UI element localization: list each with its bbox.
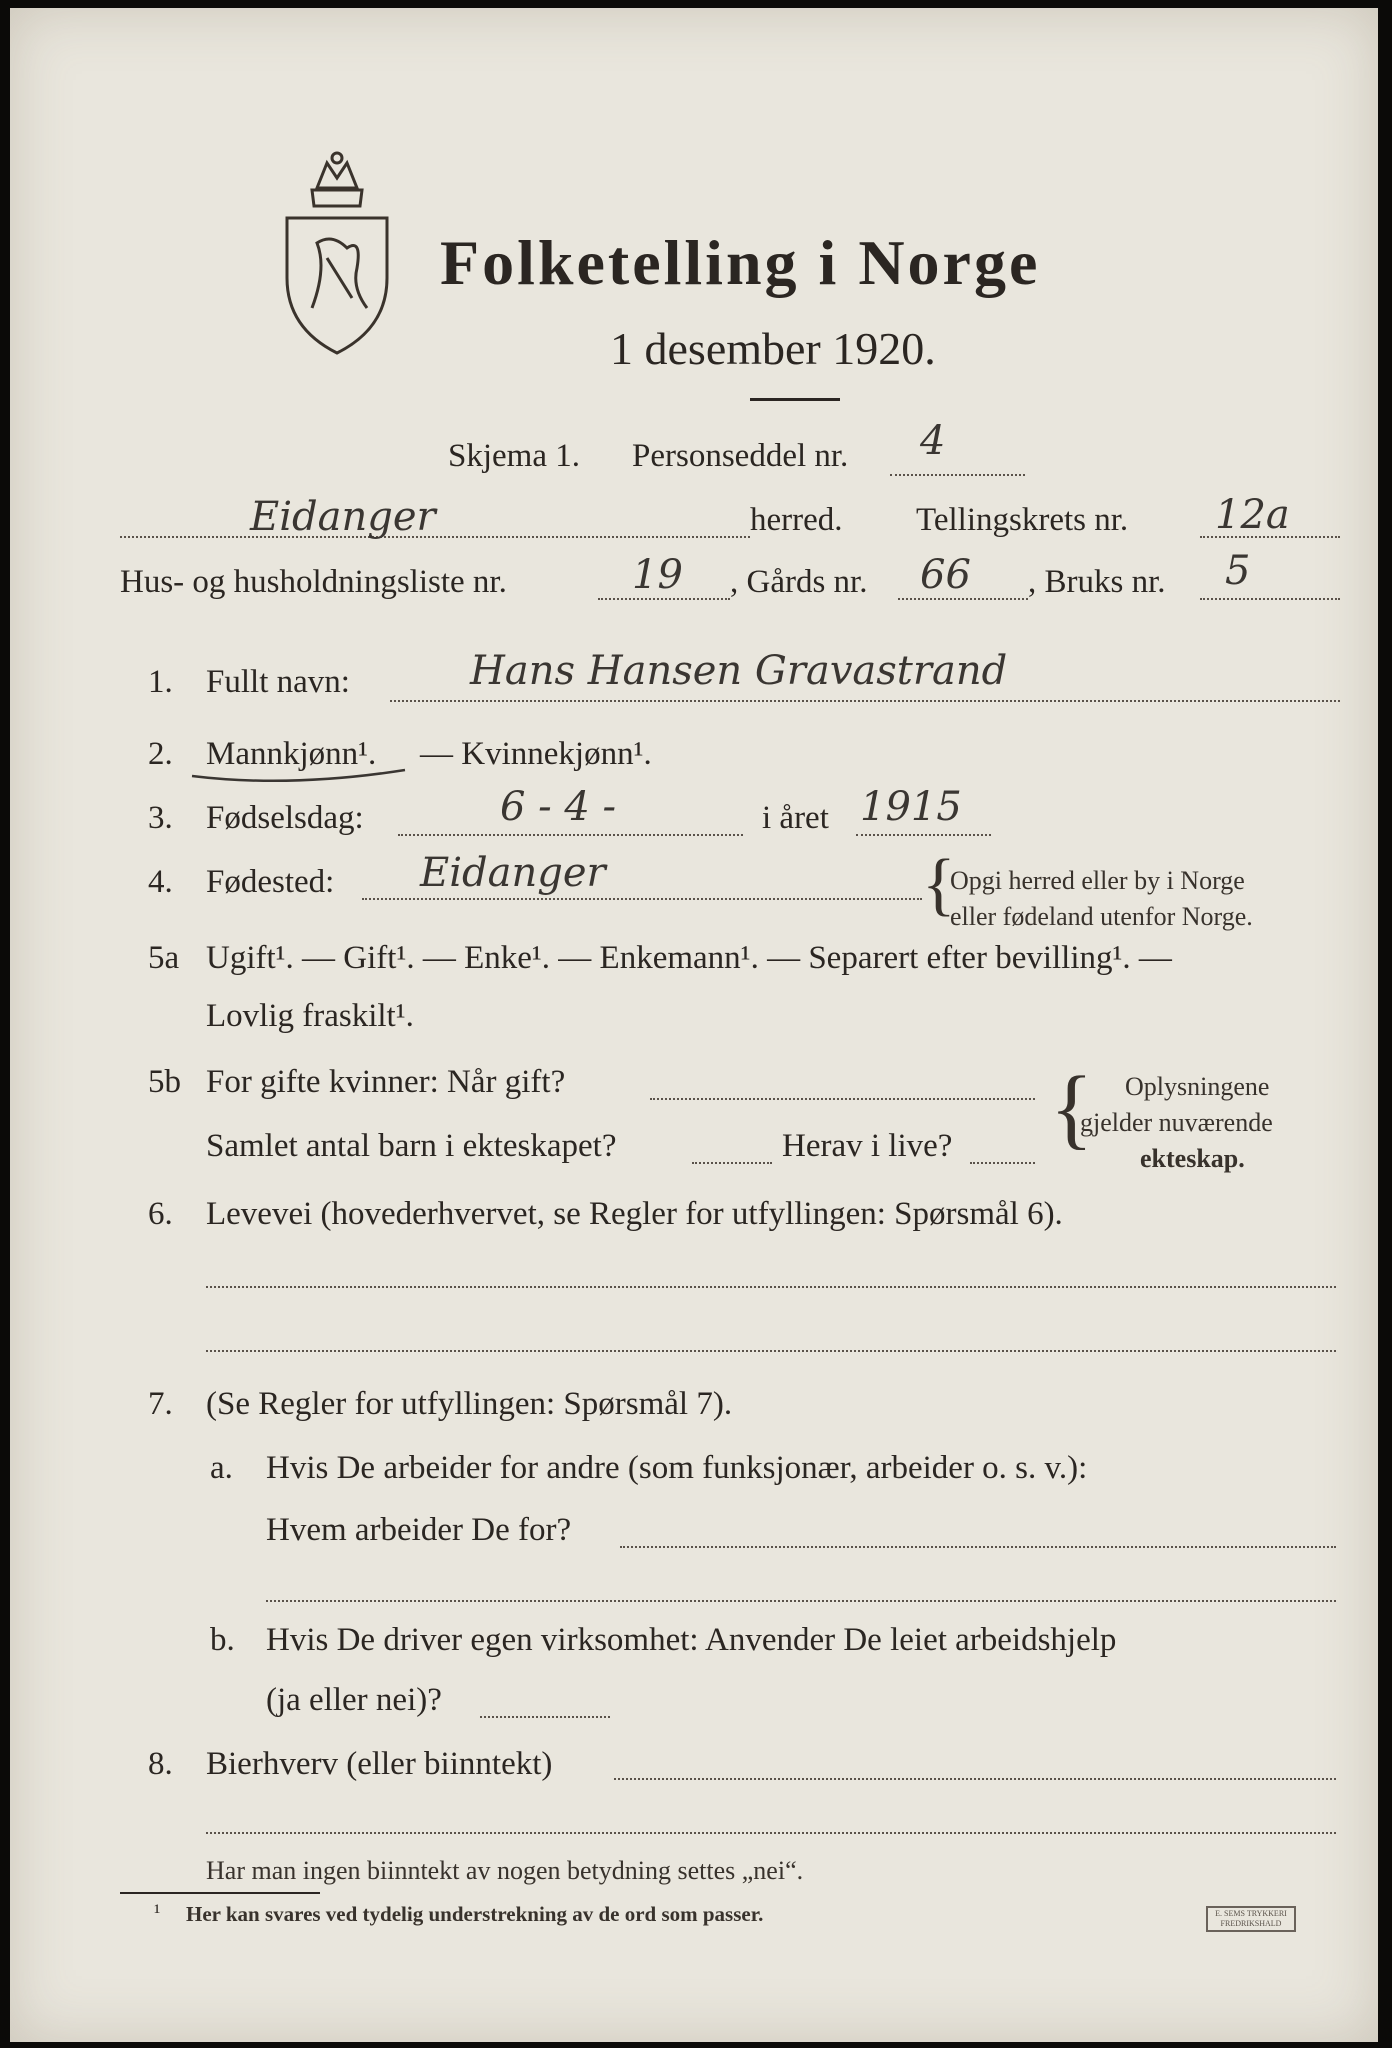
hus-label: Hus- og husholdningsliste nr.	[120, 564, 507, 600]
q5a-line1: Ugift¹. — Gift¹. — Enke¹. — Enkemann¹. — Separert efter bevilling¹. —	[206, 940, 1172, 976]
bruks-label: , Bruks nr.	[1028, 564, 1166, 600]
q6-answer-line1	[206, 1286, 1336, 1288]
q1-label: Fullt navn:	[206, 664, 350, 700]
q4-number: 4.	[148, 864, 173, 900]
gards-value: 66	[920, 552, 971, 598]
q5b-children-line	[692, 1162, 772, 1164]
q2-number: 2.	[148, 736, 173, 772]
q5b-number: 5b	[148, 1064, 181, 1100]
q6-answer-line2	[206, 1350, 1336, 1352]
gards-line	[898, 598, 1028, 600]
q2-mann: Mannkjønn¹.	[206, 736, 377, 772]
bruks-value: 5	[1225, 548, 1251, 594]
q5b-note-line3: ekteskap.	[1140, 1144, 1245, 1173]
q8-text: Bierhverv (eller biinntekt)	[206, 1746, 553, 1782]
q4-brace: {	[922, 846, 956, 923]
tellingskrets-label: Tellingskrets nr.	[916, 502, 1129, 538]
census-form-sheet	[10, 8, 1378, 2042]
gards-label: , Gårds nr.	[730, 564, 868, 600]
skjema-label: Skjema 1.	[448, 438, 580, 474]
tellingskrets-value: 12a	[1215, 492, 1290, 538]
printer-stamp: E. SEMS TRYKKERI FREDRIKSHALD	[1206, 1906, 1296, 1932]
q4-value: Eidanger	[420, 850, 606, 896]
hus-line	[598, 598, 730, 600]
footnote-rule	[120, 1892, 320, 1894]
q3-number: 3.	[148, 800, 173, 836]
q2-kvinne: — Kvinnekjønn¹.	[420, 736, 652, 772]
coat-of-arms-icon	[272, 148, 402, 358]
personseddel-label: Personseddel nr.	[632, 438, 849, 474]
q8-answer-line1	[614, 1778, 1336, 1780]
q7a-line1: Hvis De arbeider for andre (som funksjonær, arbeider o. s. v.):	[266, 1450, 1088, 1486]
form-title: Folketelling i Norge	[440, 227, 1041, 298]
hus-value: 19	[632, 552, 683, 598]
personseddel-line	[890, 474, 1025, 476]
q8-answer-line2	[206, 1832, 1336, 1834]
q3-year-label: i året	[762, 800, 829, 836]
q7a-letter: a.	[210, 1450, 233, 1486]
q5b-note-line2: gjelder nuværende	[1080, 1108, 1273, 1137]
q4-label: Fødested:	[206, 864, 335, 900]
q5b-line2b: Herav i live?	[782, 1128, 953, 1164]
q4-note-line1: Opgi herred eller by i Norge	[950, 866, 1245, 895]
q7b-answer-line	[480, 1716, 610, 1718]
q2-underline-mark	[190, 756, 410, 786]
q3-value: 6 - 4 -	[500, 784, 617, 830]
q5b-line2a: Samlet antal barn i ekteskapet?	[206, 1128, 617, 1164]
q3-year-value: 1915	[860, 784, 962, 830]
bruks-line	[1200, 598, 1340, 600]
q5b-married-line	[650, 1098, 1035, 1100]
q1-line	[390, 700, 1340, 702]
q6-text: Levevei (hovederhvervet, se Regler for utfyllingen: Spørsmål 6).	[206, 1196, 1063, 1232]
q7a-line2: Hvem arbeider De for?	[266, 1512, 572, 1548]
q4-line	[362, 898, 922, 900]
q7b-letter: b.	[210, 1622, 235, 1658]
personseddel-value: 4	[920, 418, 946, 464]
title-divider	[750, 398, 840, 401]
q5b-alive-line	[970, 1162, 1035, 1164]
footnote-mark: ¹	[154, 1900, 161, 1924]
q3-year-line	[856, 834, 991, 836]
q5b-note-line1: Oplysningene	[1125, 1072, 1270, 1101]
form-date: 1 desember 1920.	[610, 323, 936, 374]
q8-number: 8.	[148, 1746, 173, 1782]
footer-note: Har man ingen biinntekt av nogen betydning settes „nei“.	[206, 1856, 804, 1885]
q7-text: (Se Regler for utfyllingen: Spørsmål 7).	[206, 1386, 733, 1422]
herred-value: Eidanger	[250, 494, 436, 540]
herred-label: herred.	[750, 502, 843, 538]
q3-line	[398, 834, 743, 836]
q5a-line2: Lovlig fraskilt¹.	[206, 998, 414, 1034]
q6-number: 6.	[148, 1196, 173, 1232]
q5a-number: 5a	[148, 940, 180, 976]
q7b-line2: (ja eller nei)?	[266, 1682, 442, 1718]
q7-number: 7.	[148, 1386, 173, 1422]
q5b-brace: {	[1050, 1059, 1094, 1158]
q5b-line1: For gifte kvinner: Når gift?	[206, 1064, 566, 1100]
q3-label: Fødselsdag:	[206, 800, 364, 836]
q7a-answer-line2	[266, 1600, 1336, 1602]
footnote-text: Her kan svares ved tydelig understrekning av de ord som passer.	[186, 1902, 764, 1926]
q1-value: Hans Hansen Gravastrand	[470, 648, 1008, 694]
q1-number: 1.	[148, 664, 173, 700]
q7a-answer-line1	[620, 1546, 1336, 1548]
q4-note-line2: eller fødeland utenfor Norge.	[950, 902, 1253, 931]
q7b-line1: Hvis De driver egen virksomhet: Anvender De leiet arbeidshjelp	[266, 1622, 1117, 1658]
